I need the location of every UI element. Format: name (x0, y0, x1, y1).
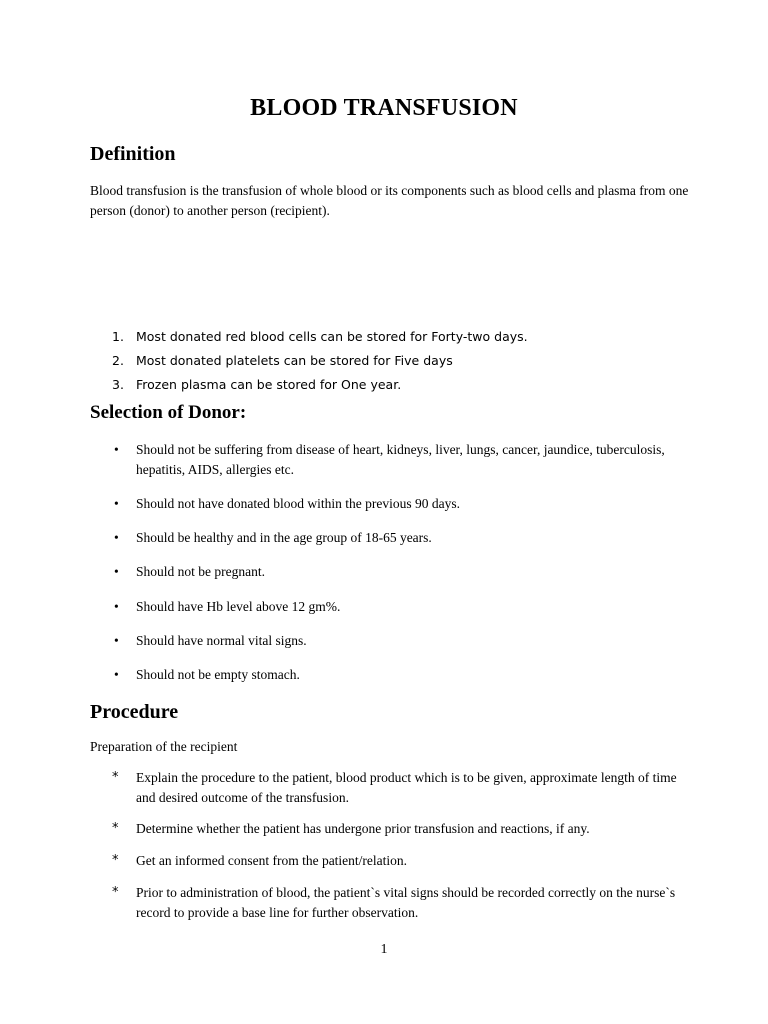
bullet-icon: • (114, 442, 119, 457)
asterisk-icon: * (112, 853, 119, 868)
definition-text: Blood transfusion is the transfusion of whole blood or its components such as blood cells and plasma from one person (donor) to another person (recipient). (90, 183, 689, 218)
list-text: Should not be pregnant. (136, 564, 265, 579)
page-number: 1 (380, 942, 388, 957)
list-item (90, 528, 690, 562)
document-title: BLOOD TRANSFUSION (250, 95, 518, 121)
list-item (90, 851, 690, 883)
procedure-heading: Procedure (90, 701, 179, 723)
list-item (90, 351, 690, 375)
list-text: Should be healthy and in the age group of 18-65 years. (136, 530, 432, 545)
list-text: Explain the procedure to the patient, blood product which is to be given, approximate length of time and desired outcome of the transfusion. (136, 770, 677, 805)
list-item (90, 327, 690, 351)
asterisk-icon: * (112, 770, 119, 785)
bullet-icon: • (114, 633, 119, 648)
list-item (90, 375, 690, 399)
list-text: Determine whether the patient has undergone prior transfusion and reactions, if any. (136, 821, 590, 836)
bullet-icon: • (114, 667, 119, 682)
list-text: Should not be empty stomach. (136, 667, 300, 682)
list-item (90, 819, 690, 851)
list-text: Should have normal vital signs. (136, 633, 307, 648)
list-item (90, 768, 690, 819)
bullet-icon: • (114, 599, 119, 614)
definition-heading: Definition (90, 143, 176, 165)
list-text: Get an informed consent from the patient/relation. (136, 853, 408, 868)
list-item (90, 631, 690, 665)
list-number: 1. (112, 329, 124, 344)
list-item (90, 440, 690, 494)
procedure-steps-list (90, 768, 690, 927)
list-text: Most donated platelets can be stored for Five days (136, 353, 453, 368)
selection-heading: Selection of Donor: (90, 402, 247, 423)
list-number: 2. (112, 353, 124, 368)
storage-list (90, 327, 690, 399)
list-text: Should not have donated blood within the previous 90 days. (136, 496, 460, 511)
list-item (90, 883, 690, 927)
bullet-icon: • (114, 530, 119, 545)
list-item (90, 597, 690, 631)
bullet-icon: • (114, 564, 119, 579)
bullet-icon: • (114, 496, 119, 511)
list-item (90, 494, 690, 528)
asterisk-icon: * (112, 821, 119, 836)
donor-criteria-list (90, 440, 690, 689)
list-text: Should not be suffering from disease of heart, kidneys, liver, lungs, cancer, jaundice, tuberculosis, hepatitis, AIDS, allergies etc. (136, 442, 665, 477)
list-item (90, 665, 690, 689)
procedure-subheading: Preparation of the recipient (90, 739, 238, 754)
list-number: 3. (112, 377, 124, 392)
asterisk-icon: * (112, 885, 119, 900)
list-text: Most donated red blood cells can be stored for Forty-two days. (136, 329, 528, 344)
list-text: Should have Hb level above 12 gm%. (136, 599, 341, 614)
list-text: Frozen plasma can be stored for One year. (136, 377, 402, 392)
list-item (90, 562, 690, 597)
list-text: Prior to administration of blood, the patient`s vital signs should be recorded correctly on the nurse`s record to provide a base line for further observation. (136, 885, 676, 920)
